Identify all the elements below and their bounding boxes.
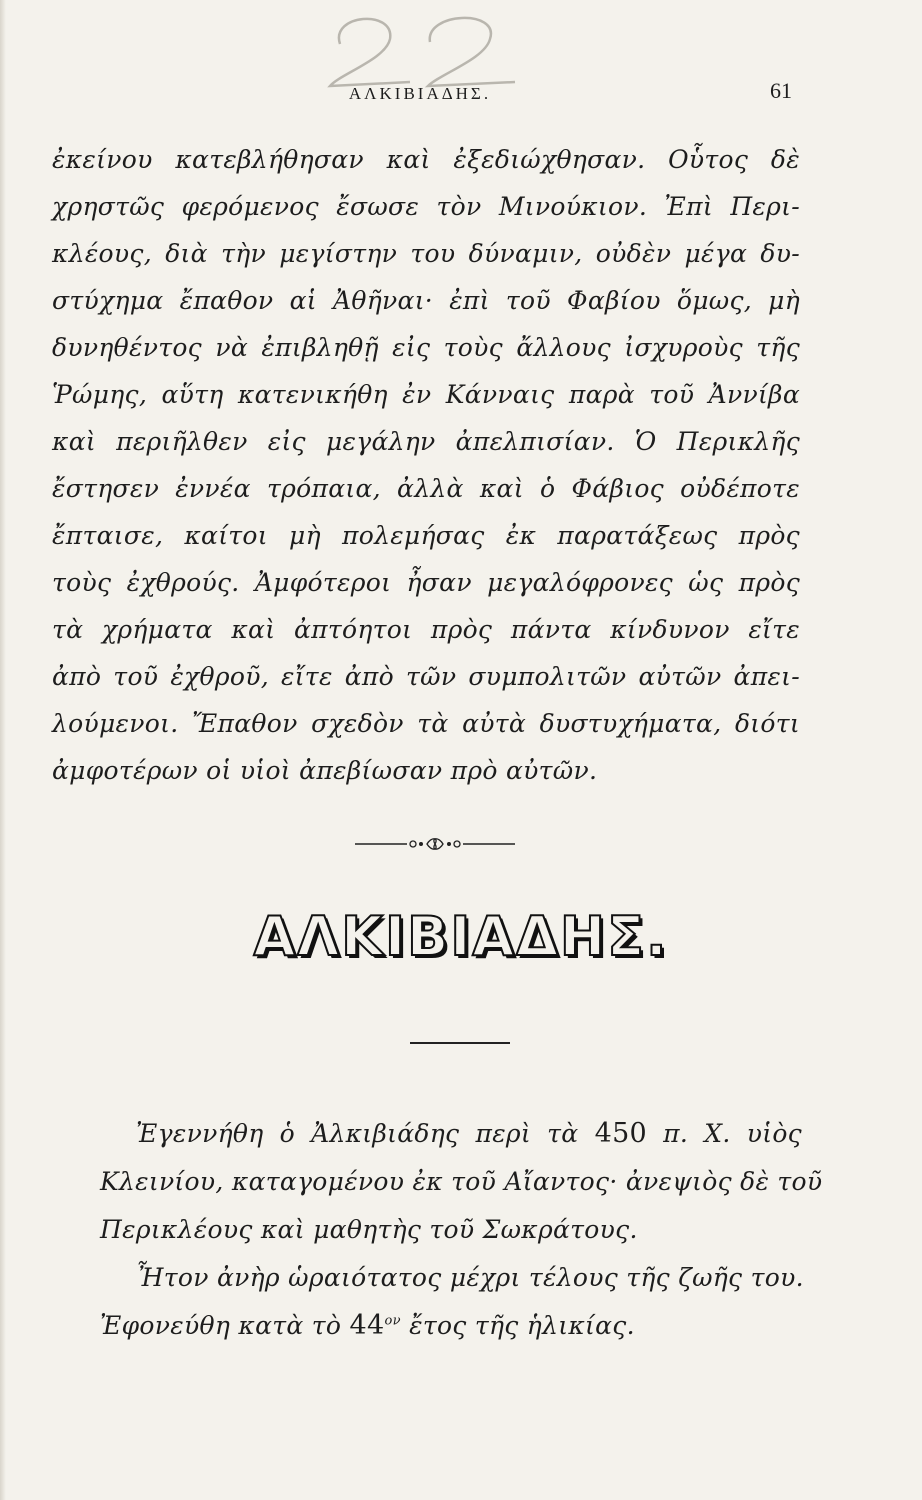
text-span: Ἐφονεύθη κατὰ τὸ: [100, 1311, 350, 1340]
text-line: Ἦτον ἀνὴρ ὡραιότατος μέχρι τέλους τῆς ζωῆς του.: [136, 1263, 804, 1292]
text-line: ἔστησεν ἐννέα τρόπαια, ἀλλὰ καὶ ὁ Φάβιος οὐδέποτε: [52, 474, 800, 503]
text-line: [100, 1110, 802, 1158]
previous-section-text: [52, 136, 800, 794]
text-line: ἀμφοτέρων οἱ υἱοὶ ἀπεβίωσαν πρὸ αὐτῶν.: [52, 756, 598, 785]
text-line: ἀπὸ τοῦ ἐχθροῦ, εἴτε ἀπὸ τῶν συμπολιτῶν αὐτῶν ἀπει-: [52, 662, 800, 691]
text-line: Ῥώμης, αὕτη κατενικήθη ἐν Κάνναις παρὰ τοῦ Ἀννίβα: [52, 380, 800, 409]
page-number: 61: [770, 78, 792, 103]
text-line: δυνηθέντος νὰ ἐπιβληθῇ εἰς τοὺς ἄλλους ἰσχυροὺς τῆς: [52, 333, 800, 362]
scan-edge-shadow: [0, 0, 6, 1500]
text-line: στύχημα ἔπαθον αἱ Ἀθῆναι· ἐπὶ τοῦ Φαβίου ὅμως, μὴ: [52, 286, 800, 315]
text-line: χρηστῶς φερόμενος ἔσωσε τὸν Μινούκιον. Ἐπὶ Περι-: [52, 192, 800, 221]
text-line: καὶ περιῆλθεν εἰς μεγάλην ἀπελπισίαν. Ὁ Περικλῆς: [52, 427, 800, 456]
running-title: ΑΛΚΙΒΙΑΔΗΣ.: [348, 84, 492, 103]
chapter-title: ΑΛΚΙΒΙΑΔΗΣ.: [253, 905, 669, 968]
text-line: τοὺς ἐχθρούς. Ἀμφότεροι ἦσαν μεγαλόφρονες ὡς πρὸς: [52, 568, 800, 597]
text-line: κλέους, διὰ τὴν μεγίστην του δύναμιν, οὐδὲν μέγα δυ-: [52, 239, 800, 268]
running-header: [48, 78, 792, 118]
text-span: π. Χ. υἱὸς: [647, 1119, 802, 1148]
year-number: 450: [594, 1118, 648, 1149]
text-span: ἔτος τῆς ἡλικίας.: [400, 1311, 635, 1340]
text-line: [100, 1302, 802, 1350]
text-span: Ἐγεννήθη ὁ Ἀλκιβιάδης περὶ τὰ: [136, 1119, 595, 1148]
text-line: Κλεινίου, καταγομένου ἐκ τοῦ Αἴαντος· ἀνεψιὸς δὲ τοῦ: [100, 1167, 823, 1196]
text-line: ἔπταισε, καίτοι μὴ πολεμήσας ἐκ παρατάξεως πρὸς: [52, 521, 800, 550]
text-line: ἐκείνου κατεβλήθησαν καὶ ἐξεδιώχθησαν. Οὗτος δὲ: [52, 145, 800, 174]
ornamental-separator: [355, 834, 515, 854]
age-number: 44: [349, 1310, 385, 1341]
title-rule: [410, 1042, 510, 1044]
text-line: Περικλέους καὶ μαθητὴς τοῦ Σωκράτους.: [100, 1215, 638, 1244]
pencil-annotation: [300, 4, 530, 94]
ordinal-suffix: ον: [384, 1313, 401, 1329]
text-line: τὰ χρήματα καὶ ἀπτόητοι πρὸς πάντα κίνδυνον εἴτε: [52, 615, 800, 644]
text-line: λούμενοι. Ἔπαθον σχεδὸν τὰ αὐτὰ δυστυχήματα, διότι: [52, 709, 800, 738]
chapter-text: [100, 1110, 823, 1350]
